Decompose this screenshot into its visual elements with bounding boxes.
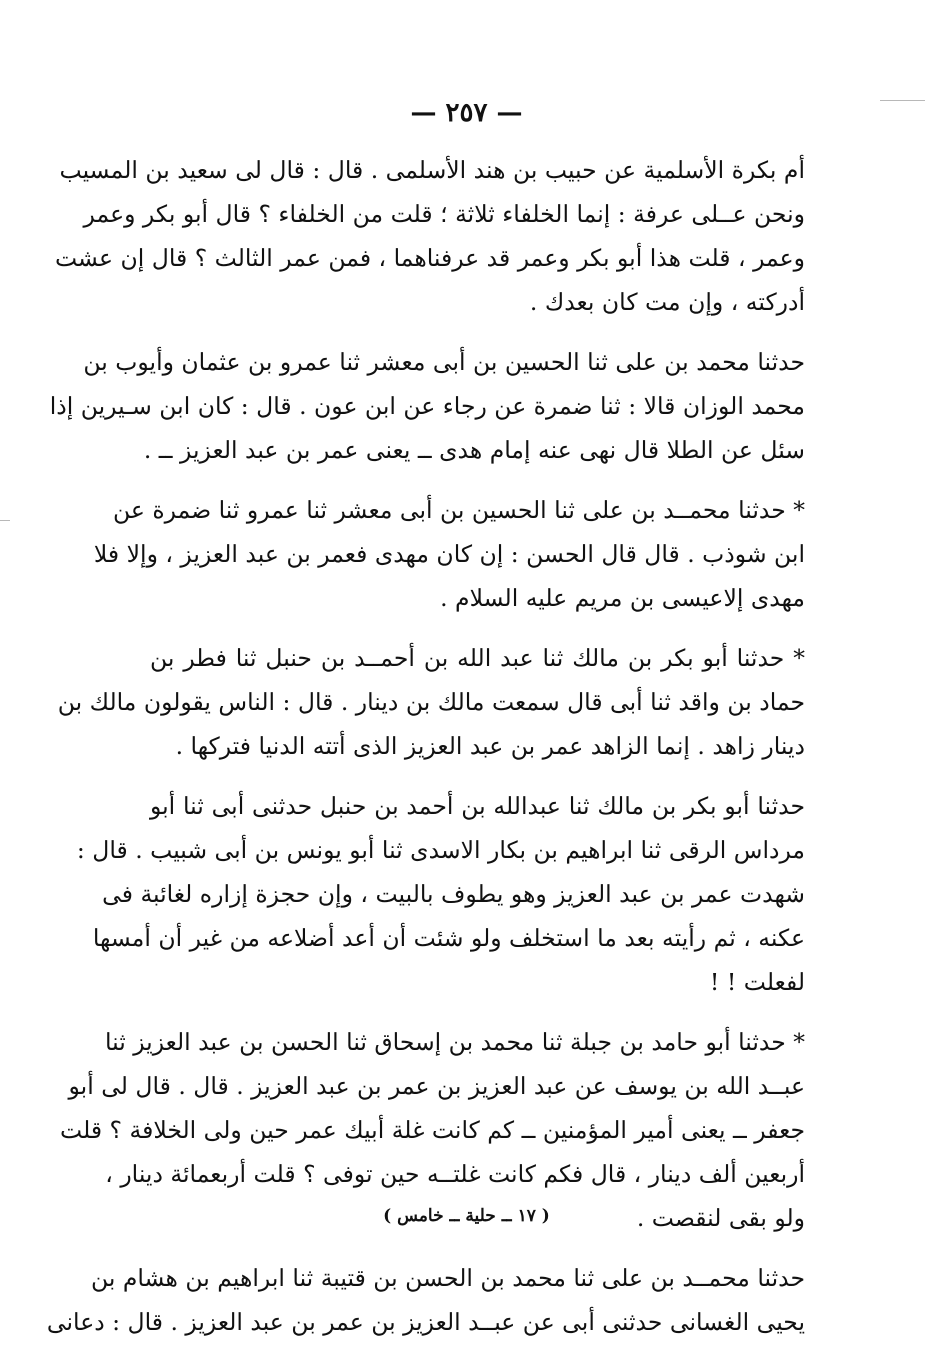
paragraph [57, 636, 805, 768]
text-line: * حدثنا أبو بكر بن مالك ثنا عبد الله بن أحمــد بن حنبل ثنا فطر بن [150, 644, 805, 672]
text-line: حدثنا محمــد بن على ثنا محمد بن الحسن بن قتيبة ثنا ابراهيم بن هشام بن [90, 1264, 805, 1292]
paragraph-gap [150, 1240, 805, 1256]
paragraph [49, 340, 805, 472]
text-line: عبــد الله بن يوسف عن عبد العزيز بن عمر بن عبد العزيز . قال . قال لى أبو [68, 1072, 805, 1100]
text-line: مهدى إلاعيسى بن مريم عليه السلام . [440, 584, 805, 612]
text-line: ابن شوذب . قال قال الحسن : إن كان مهدى فعمر بن عبد العزيز ، وإلا فلا [93, 540, 805, 568]
text-line: شهدت عمر بن عبد العزيز وهو يطوف بالبيت ، وإن حجزة إزاره لغائبة فى [102, 880, 805, 908]
paragraph-gap [150, 324, 805, 340]
text-line: حماد بن واقد ثنا أبى قال سمعت مالك بن دينار . قال : الناس يقولون مالك بن [57, 688, 805, 716]
text-line: ولو بقى لنقصت . [636, 1204, 805, 1232]
scan-edge-mark [0, 520, 10, 521]
text-line: عكنه ، ثم رأيته بعد ما استخلف ولو شئت أن أعد أضلاعه من غير أن أمسها [92, 924, 805, 952]
text-line: أم بكرة الأسلمية عن حبيب بن هند الأسلمى . قال : قال لى سعيد بن المسيب [59, 156, 805, 184]
text-line: حدثنا أبو بكر بن مالك ثنا عبدالله بن أحمد بن حنبل حدثنى أبى ثنا أبو [150, 792, 805, 820]
text-line: مرداس الرقى ثنا ابراهيم بن بكار الاسدى ثنا أبو يونس بن أبى شبيب . قال : [76, 836, 805, 864]
text-line: حدثنا محمد بن على ثنا الحسين بن أبى معشر ثنا عمرو بن عثمان وأيوب بن [83, 348, 805, 376]
text-line: أربعين ألف دينار ، قال فكم كانت غلتــه حين توفى ؟ قلت أربعمائة دينار ، [105, 1160, 805, 1188]
text-line: * حدثنا أبو حامد بن جبلة ثنا محمد بن إسحاق ثنا الحسن بن عبد العزيز ثنا [104, 1028, 805, 1056]
text-line: وعمر ، قلت هذا أبو بكر وعمر قد عرفناهما ، فمن عمر الثالث ؟ قال إن عشت [54, 244, 805, 272]
paragraph-gap [150, 620, 805, 636]
text-line: أدركته ، وإن مت كان بعدك . [529, 288, 805, 316]
text-line: لفعلت ! ! [709, 968, 805, 996]
paragraph [93, 488, 805, 620]
body-text [46, 148, 805, 1344]
paragraph-gap [150, 472, 805, 488]
text-line: سئل عن الطلا قال نهى عنه إمام هدى ــ يعنى عمر بن عبد العزيز ــ . [143, 436, 805, 464]
paragraph-gap [150, 768, 805, 784]
text-line: ونحن عــلى عرفة : إنما الخلفاء ثلاثة ؛ قلت من الخلفاء ؟ قال أبو بكر وعمر [83, 200, 805, 228]
text-line: دينار زاهد . إنما الزاهد عمر بن عبد العزيز الذى أتته الدنيا فتركها . [175, 732, 805, 760]
paragraph [54, 148, 805, 324]
text-line: جعفر ــ يعنى أمير المؤمنين ــ كم كانت غلة أبيك عمر حين ولى الخلافة ؟ قلت [60, 1116, 805, 1144]
page-number: — ٢٥٧ — [410, 98, 523, 128]
page-footer-signature: ( ١٧ ــ حلية ــ خامس ) [383, 1206, 550, 1226]
paragraph [46, 1256, 805, 1344]
text-line: محمد الوزان قالا : ثنا ضمرة عن رجاء عن ابن عون . قال : كان ابن سـيرين إذا [49, 392, 805, 420]
paragraph-gap [150, 1004, 805, 1020]
paragraph [76, 784, 805, 1004]
text-line: يحيى الغسانى حدثنى أبى عن عبــد العزيز بن عمر بن عبد العزيز . قال : دعانى [46, 1308, 805, 1336]
text-line: * حدثنا محمــد بن على ثنا الحسين بن أبى معشر ثنا عمرو ثنا ضمرة عن [112, 496, 805, 524]
